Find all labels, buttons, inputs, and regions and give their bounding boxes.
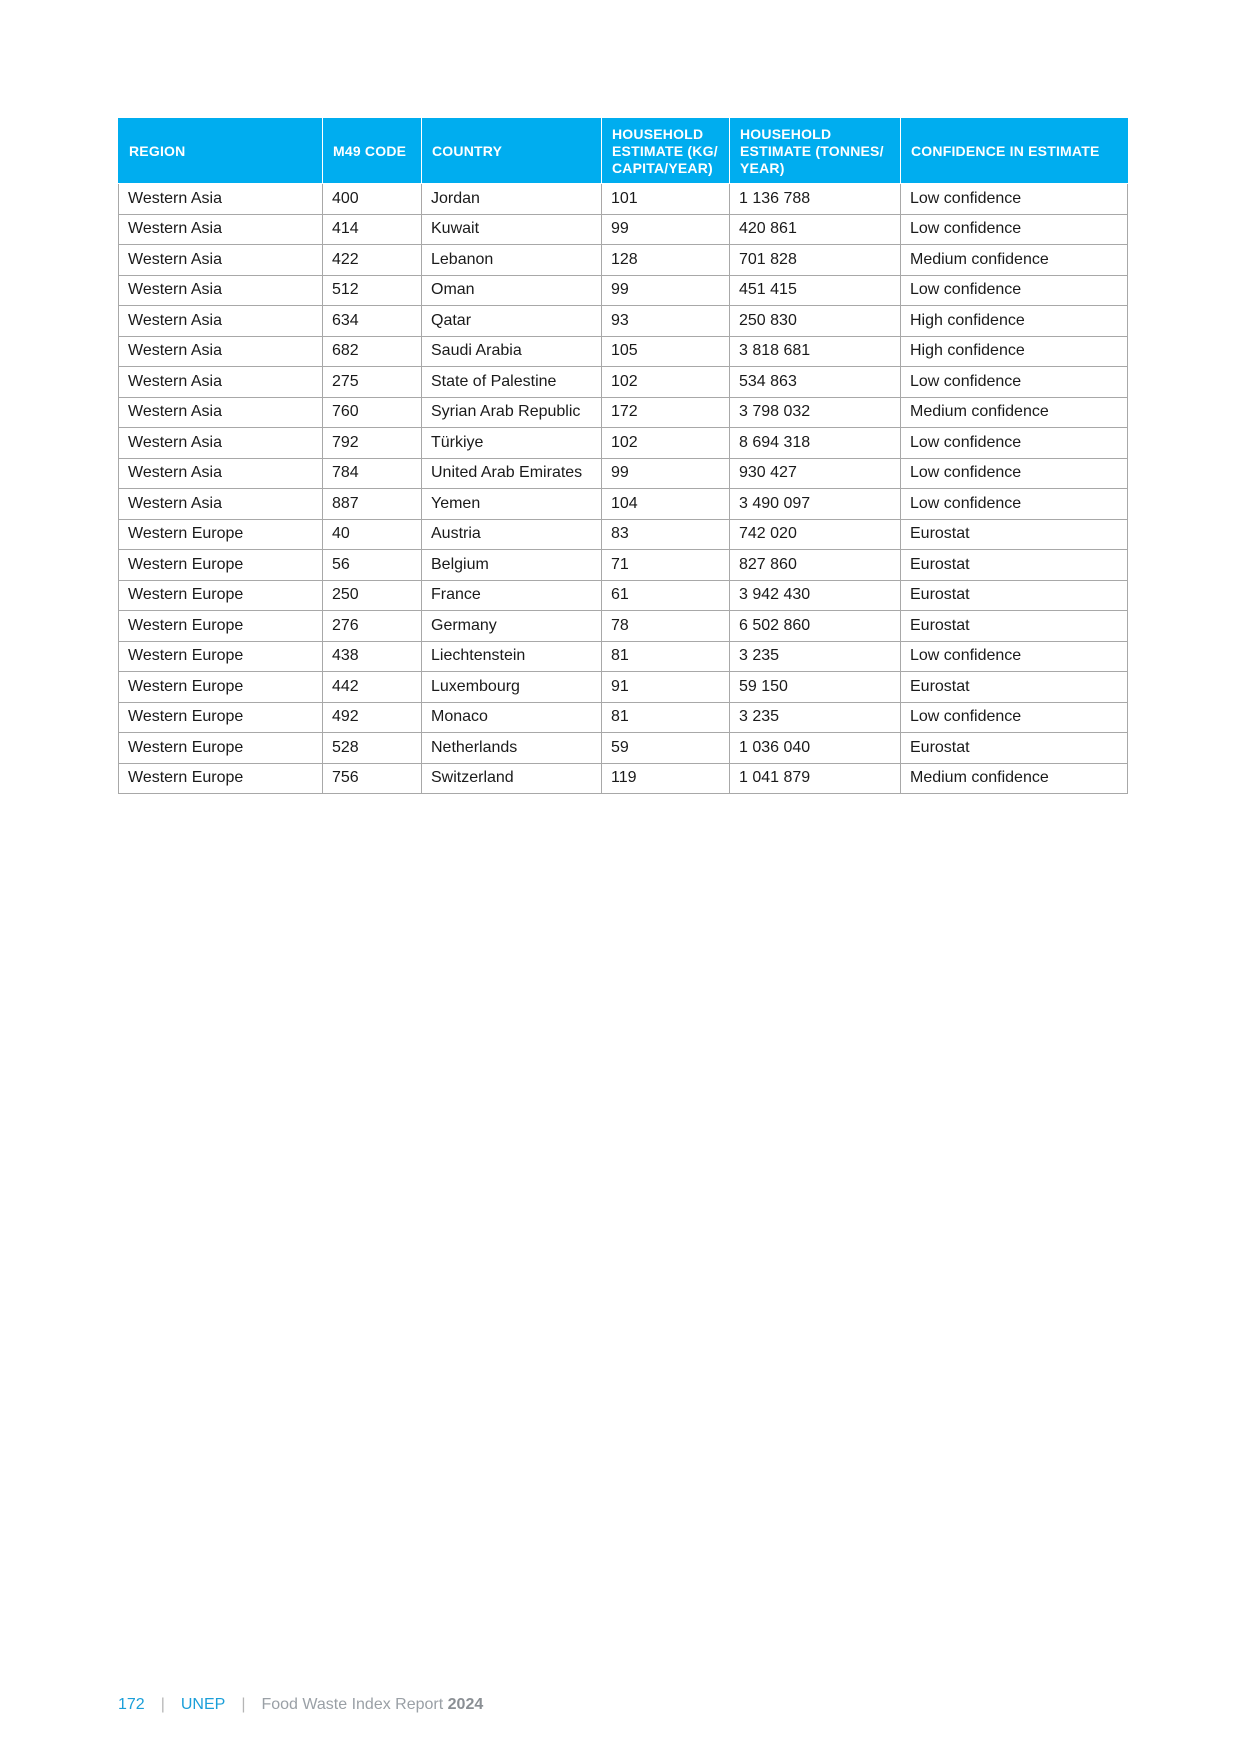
- cell-household-tonnes: 59 150: [730, 672, 901, 703]
- cell-household-tonnes: 701 828: [730, 245, 901, 276]
- cell-household-kg: 99: [602, 275, 730, 306]
- footer-org: UNEP: [180, 1696, 226, 1713]
- cell-region: Western Asia: [119, 336, 323, 367]
- cell-household-tonnes: 3 235: [730, 641, 901, 672]
- cell-m49-code: 414: [323, 214, 422, 245]
- cell-household-kg: 91: [602, 672, 730, 703]
- page-footer: [118, 1696, 483, 1714]
- cell-confidence: Low confidence: [901, 641, 1128, 672]
- table-row: [119, 550, 1128, 581]
- cell-region: Western Europe: [119, 702, 323, 733]
- cell-household-tonnes: 1 041 879: [730, 763, 901, 794]
- cell-region: Western Europe: [119, 550, 323, 581]
- header-household-kg: HOUSEHOLD ESTIMATE (KG/ CAPITA/YEAR): [602, 119, 730, 184]
- cell-household-tonnes: 827 860: [730, 550, 901, 581]
- table-row: [119, 702, 1128, 733]
- cell-region: Western Asia: [119, 306, 323, 337]
- cell-household-tonnes: 3 818 681: [730, 336, 901, 367]
- table-row: [119, 458, 1128, 489]
- cell-household-kg: 101: [602, 184, 730, 215]
- cell-m49-code: 682: [323, 336, 422, 367]
- cell-confidence: Medium confidence: [901, 245, 1128, 276]
- cell-region: Western Asia: [119, 275, 323, 306]
- cell-confidence: High confidence: [901, 336, 1128, 367]
- table-row: [119, 336, 1128, 367]
- cell-country: Syrian Arab Republic: [422, 397, 602, 428]
- cell-confidence: Low confidence: [901, 458, 1128, 489]
- cell-region: Western Europe: [119, 672, 323, 703]
- table-row: [119, 367, 1128, 398]
- cell-confidence: Low confidence: [901, 428, 1128, 459]
- cell-country: Jordan: [422, 184, 602, 215]
- cell-m49-code: 512: [323, 275, 422, 306]
- cell-household-kg: 81: [602, 702, 730, 733]
- cell-m49-code: 442: [323, 672, 422, 703]
- cell-household-tonnes: 8 694 318: [730, 428, 901, 459]
- cell-m49-code: 422: [323, 245, 422, 276]
- cell-confidence: Medium confidence: [901, 397, 1128, 428]
- cell-region: Western Asia: [119, 458, 323, 489]
- cell-country: State of Palestine: [422, 367, 602, 398]
- cell-household-tonnes: 1 036 040: [730, 733, 901, 764]
- cell-household-kg: 59: [602, 733, 730, 764]
- data-table-container: [118, 118, 1127, 794]
- cell-household-kg: 99: [602, 214, 730, 245]
- cell-household-kg: 104: [602, 489, 730, 520]
- table-header-row: [119, 119, 1128, 184]
- table-row: [119, 580, 1128, 611]
- table-row: [119, 489, 1128, 520]
- cell-confidence: Low confidence: [901, 489, 1128, 520]
- cell-confidence: Low confidence: [901, 184, 1128, 215]
- cell-confidence: Low confidence: [901, 214, 1128, 245]
- cell-m49-code: 760: [323, 397, 422, 428]
- cell-household-tonnes: 534 863: [730, 367, 901, 398]
- cell-m49-code: 250: [323, 580, 422, 611]
- cell-household-kg: 71: [602, 550, 730, 581]
- footer-separator: |: [241, 1696, 246, 1713]
- cell-region: Western Asia: [119, 214, 323, 245]
- cell-confidence: Eurostat: [901, 519, 1128, 550]
- cell-country: Qatar: [422, 306, 602, 337]
- header-m49-code: M49 CODE: [323, 119, 422, 184]
- cell-region: Western Asia: [119, 428, 323, 459]
- table-row: [119, 397, 1128, 428]
- cell-region: Western Asia: [119, 397, 323, 428]
- cell-country: Kuwait: [422, 214, 602, 245]
- cell-country: Germany: [422, 611, 602, 642]
- cell-region: Western Europe: [119, 641, 323, 672]
- table-row: [119, 641, 1128, 672]
- cell-country: Yemen: [422, 489, 602, 520]
- cell-m49-code: 276: [323, 611, 422, 642]
- table-row: [119, 733, 1128, 764]
- cell-country: Liechtenstein: [422, 641, 602, 672]
- cell-household-kg: 83: [602, 519, 730, 550]
- cell-region: Western Europe: [119, 611, 323, 642]
- cell-confidence: Low confidence: [901, 275, 1128, 306]
- cell-country: France: [422, 580, 602, 611]
- footer-separator: |: [160, 1696, 165, 1713]
- cell-region: Western Europe: [119, 763, 323, 794]
- cell-m49-code: 756: [323, 763, 422, 794]
- cell-household-kg: 119: [602, 763, 730, 794]
- cell-m49-code: 400: [323, 184, 422, 215]
- cell-country: Türkiye: [422, 428, 602, 459]
- table-row: [119, 763, 1128, 794]
- food-waste-table: [118, 118, 1128, 794]
- cell-country: Netherlands: [422, 733, 602, 764]
- header-confidence: CONFIDENCE IN ESTIMATE: [901, 119, 1128, 184]
- cell-confidence: Low confidence: [901, 367, 1128, 398]
- cell-household-kg: 102: [602, 428, 730, 459]
- table-row: [119, 214, 1128, 245]
- table-row: [119, 519, 1128, 550]
- cell-household-tonnes: 250 830: [730, 306, 901, 337]
- cell-region: Western Asia: [119, 489, 323, 520]
- cell-country: Belgium: [422, 550, 602, 581]
- cell-household-tonnes: 6 502 860: [730, 611, 901, 642]
- cell-m49-code: 887: [323, 489, 422, 520]
- cell-m49-code: 56: [323, 550, 422, 581]
- cell-region: Western Asia: [119, 367, 323, 398]
- cell-country: Monaco: [422, 702, 602, 733]
- cell-confidence: Low confidence: [901, 702, 1128, 733]
- cell-country: Saudi Arabia: [422, 336, 602, 367]
- cell-region: Western Europe: [119, 733, 323, 764]
- cell-household-kg: 81: [602, 641, 730, 672]
- table-row: [119, 672, 1128, 703]
- header-region: REGION: [119, 119, 323, 184]
- cell-m49-code: 792: [323, 428, 422, 459]
- cell-confidence: Eurostat: [901, 672, 1128, 703]
- cell-confidence: Medium confidence: [901, 763, 1128, 794]
- table-row: [119, 428, 1128, 459]
- page-number: 172: [118, 1696, 145, 1713]
- footer-report-year: 2024: [447, 1696, 484, 1713]
- cell-household-kg: 105: [602, 336, 730, 367]
- cell-m49-code: 275: [323, 367, 422, 398]
- table-row: [119, 245, 1128, 276]
- table-row: [119, 275, 1128, 306]
- table-row: [119, 611, 1128, 642]
- cell-household-tonnes: 3 798 032: [730, 397, 901, 428]
- cell-region: Western Asia: [119, 184, 323, 215]
- cell-household-tonnes: 451 415: [730, 275, 901, 306]
- cell-household-tonnes: 3 490 097: [730, 489, 901, 520]
- cell-confidence: Eurostat: [901, 611, 1128, 642]
- cell-household-kg: 99: [602, 458, 730, 489]
- cell-household-tonnes: 420 861: [730, 214, 901, 245]
- cell-confidence: Eurostat: [901, 550, 1128, 581]
- cell-m49-code: 492: [323, 702, 422, 733]
- table-body: [119, 184, 1128, 794]
- cell-m49-code: 634: [323, 306, 422, 337]
- cell-country: Austria: [422, 519, 602, 550]
- cell-country: Luxembourg: [422, 672, 602, 703]
- cell-country: Switzerland: [422, 763, 602, 794]
- cell-household-tonnes: 3 942 430: [730, 580, 901, 611]
- header-household-tonnes: HOUSEHOLD ESTIMATE (TONNES/ YEAR): [730, 119, 901, 184]
- header-country: COUNTRY: [422, 119, 602, 184]
- cell-household-kg: 78: [602, 611, 730, 642]
- cell-m49-code: 438: [323, 641, 422, 672]
- cell-m49-code: 784: [323, 458, 422, 489]
- table-row: [119, 184, 1128, 215]
- cell-region: Western Europe: [119, 580, 323, 611]
- cell-household-kg: 102: [602, 367, 730, 398]
- cell-household-kg: 93: [602, 306, 730, 337]
- cell-country: United Arab Emirates: [422, 458, 602, 489]
- cell-region: Western Europe: [119, 519, 323, 550]
- cell-country: Lebanon: [422, 245, 602, 276]
- cell-confidence: Eurostat: [901, 733, 1128, 764]
- cell-confidence: High confidence: [901, 306, 1128, 337]
- cell-household-tonnes: 930 427: [730, 458, 901, 489]
- cell-household-kg: 61: [602, 580, 730, 611]
- cell-household-kg: 172: [602, 397, 730, 428]
- cell-region: Western Asia: [119, 245, 323, 276]
- cell-m49-code: 528: [323, 733, 422, 764]
- cell-household-tonnes: 1 136 788: [730, 184, 901, 215]
- table-row: [119, 306, 1128, 337]
- footer-report-title: Food Waste Index Report: [261, 1696, 444, 1713]
- cell-m49-code: 40: [323, 519, 422, 550]
- cell-confidence: Eurostat: [901, 580, 1128, 611]
- cell-household-tonnes: 742 020: [730, 519, 901, 550]
- cell-household-kg: 128: [602, 245, 730, 276]
- cell-household-tonnes: 3 235: [730, 702, 901, 733]
- cell-country: Oman: [422, 275, 602, 306]
